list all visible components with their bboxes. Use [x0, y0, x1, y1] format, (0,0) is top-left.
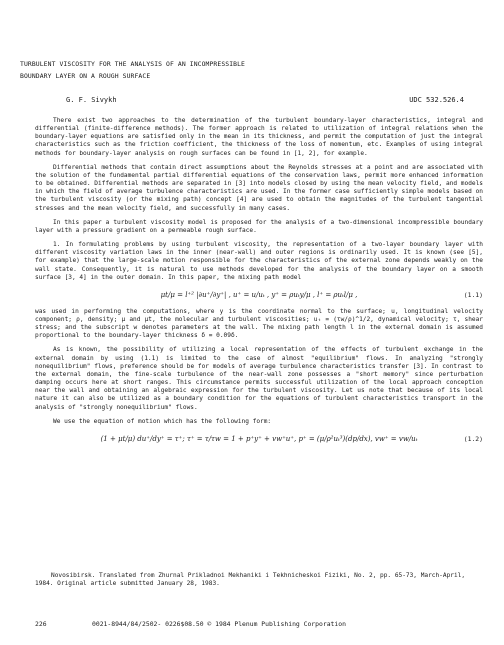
paragraph-7: We use the equation of motion which has the following form: — [53, 417, 272, 425]
paragraph-3: In this paper a turbulent viscosity model is proposed for the analysis of a two-dimensional incompressible boundary layer with a pressure gradient on a permeable rough surface. — [35, 218, 483, 234]
equation-1-1 — [35, 284, 483, 306]
title-line-2: BOUNDARY LAYER ON A ROUGH SURFACE — [20, 72, 151, 80]
paragraph-6: As is known, the possibility of utilizing a local representation of the effects of turbulent exchange in the external domain by using (1.1) is limited to the case of almost "equilibrium" flows. In analyzing "strongly nonequilibrium" flows, preference should be for models of average turbulence characteristics transfer [3]. In contrast to the external domain, the fine-scale turbulence of the near-wall zone possesses a "short memory" since perturbation damping occurs here at short ranges. This circumstance permits successful utilization of the local approach conception near the wall and obtaining an algebraic expression for the turbulent viscosity. Let us note that because of its local nature it can also be utilized as a boundary condition for the equations of turbulent characteristics transport in the analysis of "strongly nonequilibrium" flows. — [35, 346, 483, 411]
author-name: G. F. Sivykh — [66, 96, 117, 104]
copyright-line: 0021-8944/84/2502- 0226$08.50 © 1984 Plenum Publishing Corporation — [92, 620, 346, 628]
equation-1-1-expression: μt/μ = l⁺² |∂u⁺/∂y⁺| , u⁺ = u/uₜ , y⁺ = ρuₜy/μ , l⁺ = ρuₜl/μ , — [160, 290, 358, 299]
paragraph-5: was used in performing the computations, where y is the coordinate normal to the surface; u, longitudinal velocity component; ρ, density; μ and μt, the molecular and turbulent viscosities; uₜ = (τw/ρ)^1/2, dynamical velocity; τ, shear stress; and the subscript w denotes parameters at the wall. The mixing path length l in the external domain is assumed proportional to the boundary-layer thickness δ = 0.09δ. — [35, 307, 483, 340]
equation-1-2-expression: (1 + μt/μ) du⁺/dy⁺ = τ⁺; τ⁺ = τ/τw = 1 + p⁺y⁺ + vw⁺u⁺, p⁺ = (μ/ρ²uₜ³)(dp/dx), vw⁺ = vw/uₜ — [100, 434, 418, 443]
article-title — [20, 58, 245, 82]
paragraph-2: Differential methods that contain direct assumptions about the Reynolds stresses at a point and are associated with the solution of the fundamental partial differential equations of the conservation laws, permit more enhanced information to be obtained. Differential methods are separated in [3] into models closed by using the mean velocity field, and models in which the field of average turbulence characteristics are used. In the former case sufficiently simple models based on the turbulent viscosity (or the mixing path) concept [4] are used to obtain the magnitudes of the turbulent tangential stresses and the mean velocity field, and successfully in many cases. — [35, 163, 483, 212]
footnote — [35, 572, 485, 588]
equation-1-2-number: (1.2) — [463, 434, 483, 443]
equation-1-2 — [35, 428, 483, 450]
title-line-1: TURBULENT VISCOSITY FOR THE ANALYSIS OF AN INCOMPRESSIBLE — [20, 60, 246, 68]
equation-1-1-number: (1.1) — [463, 290, 483, 299]
paragraph-1: There exist two approaches to the determination of the turbulent boundary-layer characteristics, integral and differential (finite-difference methods). The former approach is related to utilization of integral relations when the boundary-layer equations are satisfied only in the mean in its thickness, and permit the computation of just the integral characteristics such as the friction coefficient, the thickness of the loss of momentum, etc. Examples of using integral methods for boundary-layer analysis on rough surfaces can be found in [1, 2], for example. — [35, 117, 483, 157]
paragraph-4: 1. In formulating problems by using turbulent viscosity, the representation of a two-layer boundary layer with different viscosity variation laws in the inner (near-wall) and outer regions is ordinarily used. It is known (see [5], for example) that the large-scale motion responsible for the characteristics of the external zone depends weakly on the wall state. Consequently, it is natural to use methods developed for the analysis of the boundary layer on a smooth surface [3, 4] in the outer domain. In this paper, the mixing path model — [35, 241, 483, 281]
footnote-text: Novosibirsk. Translated from Zhurnal Prikladnoi Mekhaniki i Tekhnicheskoi Fiziki, No. 2, pp. 65-73, March-April, 1984. Original article submitted January 28, 1983. — [35, 572, 466, 587]
page-number: 226 — [35, 620, 47, 628]
udc-code: UDC 532.526.4 — [409, 96, 464, 104]
article-body — [35, 117, 483, 452]
